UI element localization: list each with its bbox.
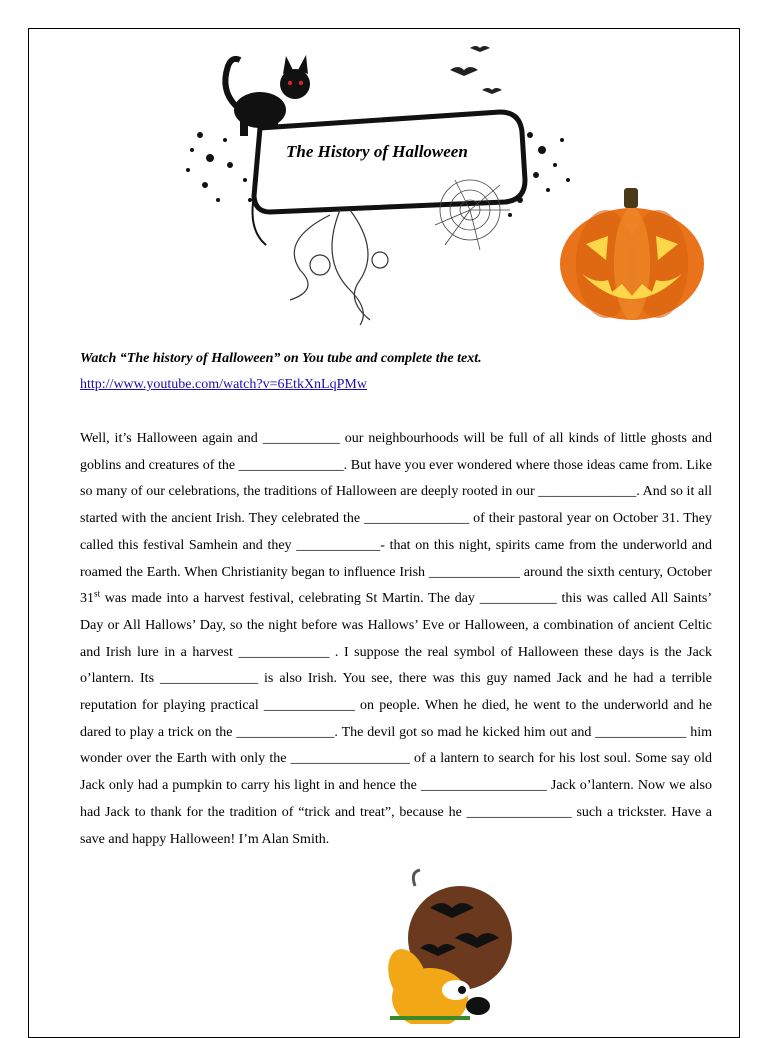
bat-icon <box>450 46 502 94</box>
header-artwork <box>170 40 590 330</box>
swirl-ornament-icon <box>290 210 388 325</box>
dog-cartoon-icon <box>360 868 530 1024</box>
instructions-text: Watch “The history of Halloween” on You tube and complete the text. <box>80 351 482 366</box>
title-banner <box>253 112 526 245</box>
passage-part-1: Well, it’s Halloween again and ___________ our neighbourhoods will be full of all kinds of little ghosts and goblins and creatures of the _______________. But have you ever wondered where those ideas came from. Like so many of our celebrations, the traditions of Halloween are deeply rooted in our ______________. And so it all started with the ancient Irish. They celebrated the _______________ of their pastoral year on October 31. They called this festival Samhein and they ____________- that on this night, spirits came from the underworld and roamed the Earth. When Christianity began to influence Irish _____________ around the sixth century, October 31 <box>80 431 712 607</box>
passage-part-2: was made into a harvest festival, celebrating St Martin. The day ___________ this was called All Saints’ Day or All Hallows’ Day, so the night before was Hallows’ Eve or Halloween, a combination of ancient Celtic and Irish lure in a harvest _____________ . I suppose the real symbol of Halloween these days is the Jack o’lantern. Its ______________ is also Irish. You see, there was this guy named Jack and he had a terrible reputation for playing practical _____________ on people. When he died, he went to the underworld and he dared to play a trick on the ______________. The devil got so mad he kicked him out and _____________ him wonder over the Earth with only the _________________ of a lantern to search for his lost soul. Some say old Jack only had a pumpkin to carry his light in and hence the __________________ Jack o’lantern. Now we also had Jack to thank for the tradition of “trick and treat”, because he _______________ such a trickster. Have a save and happy Halloween! I’m Alan Smith. <box>80 591 712 847</box>
video-link[interactable]: http://www.youtube.com/watch?v=6EtkXnLqPMw <box>80 377 367 392</box>
banner-title: The History of Halloween <box>286 142 468 161</box>
fill-in-passage <box>80 426 712 853</box>
pumpkin-icon <box>556 184 708 324</box>
date-suffix: st <box>94 588 101 599</box>
